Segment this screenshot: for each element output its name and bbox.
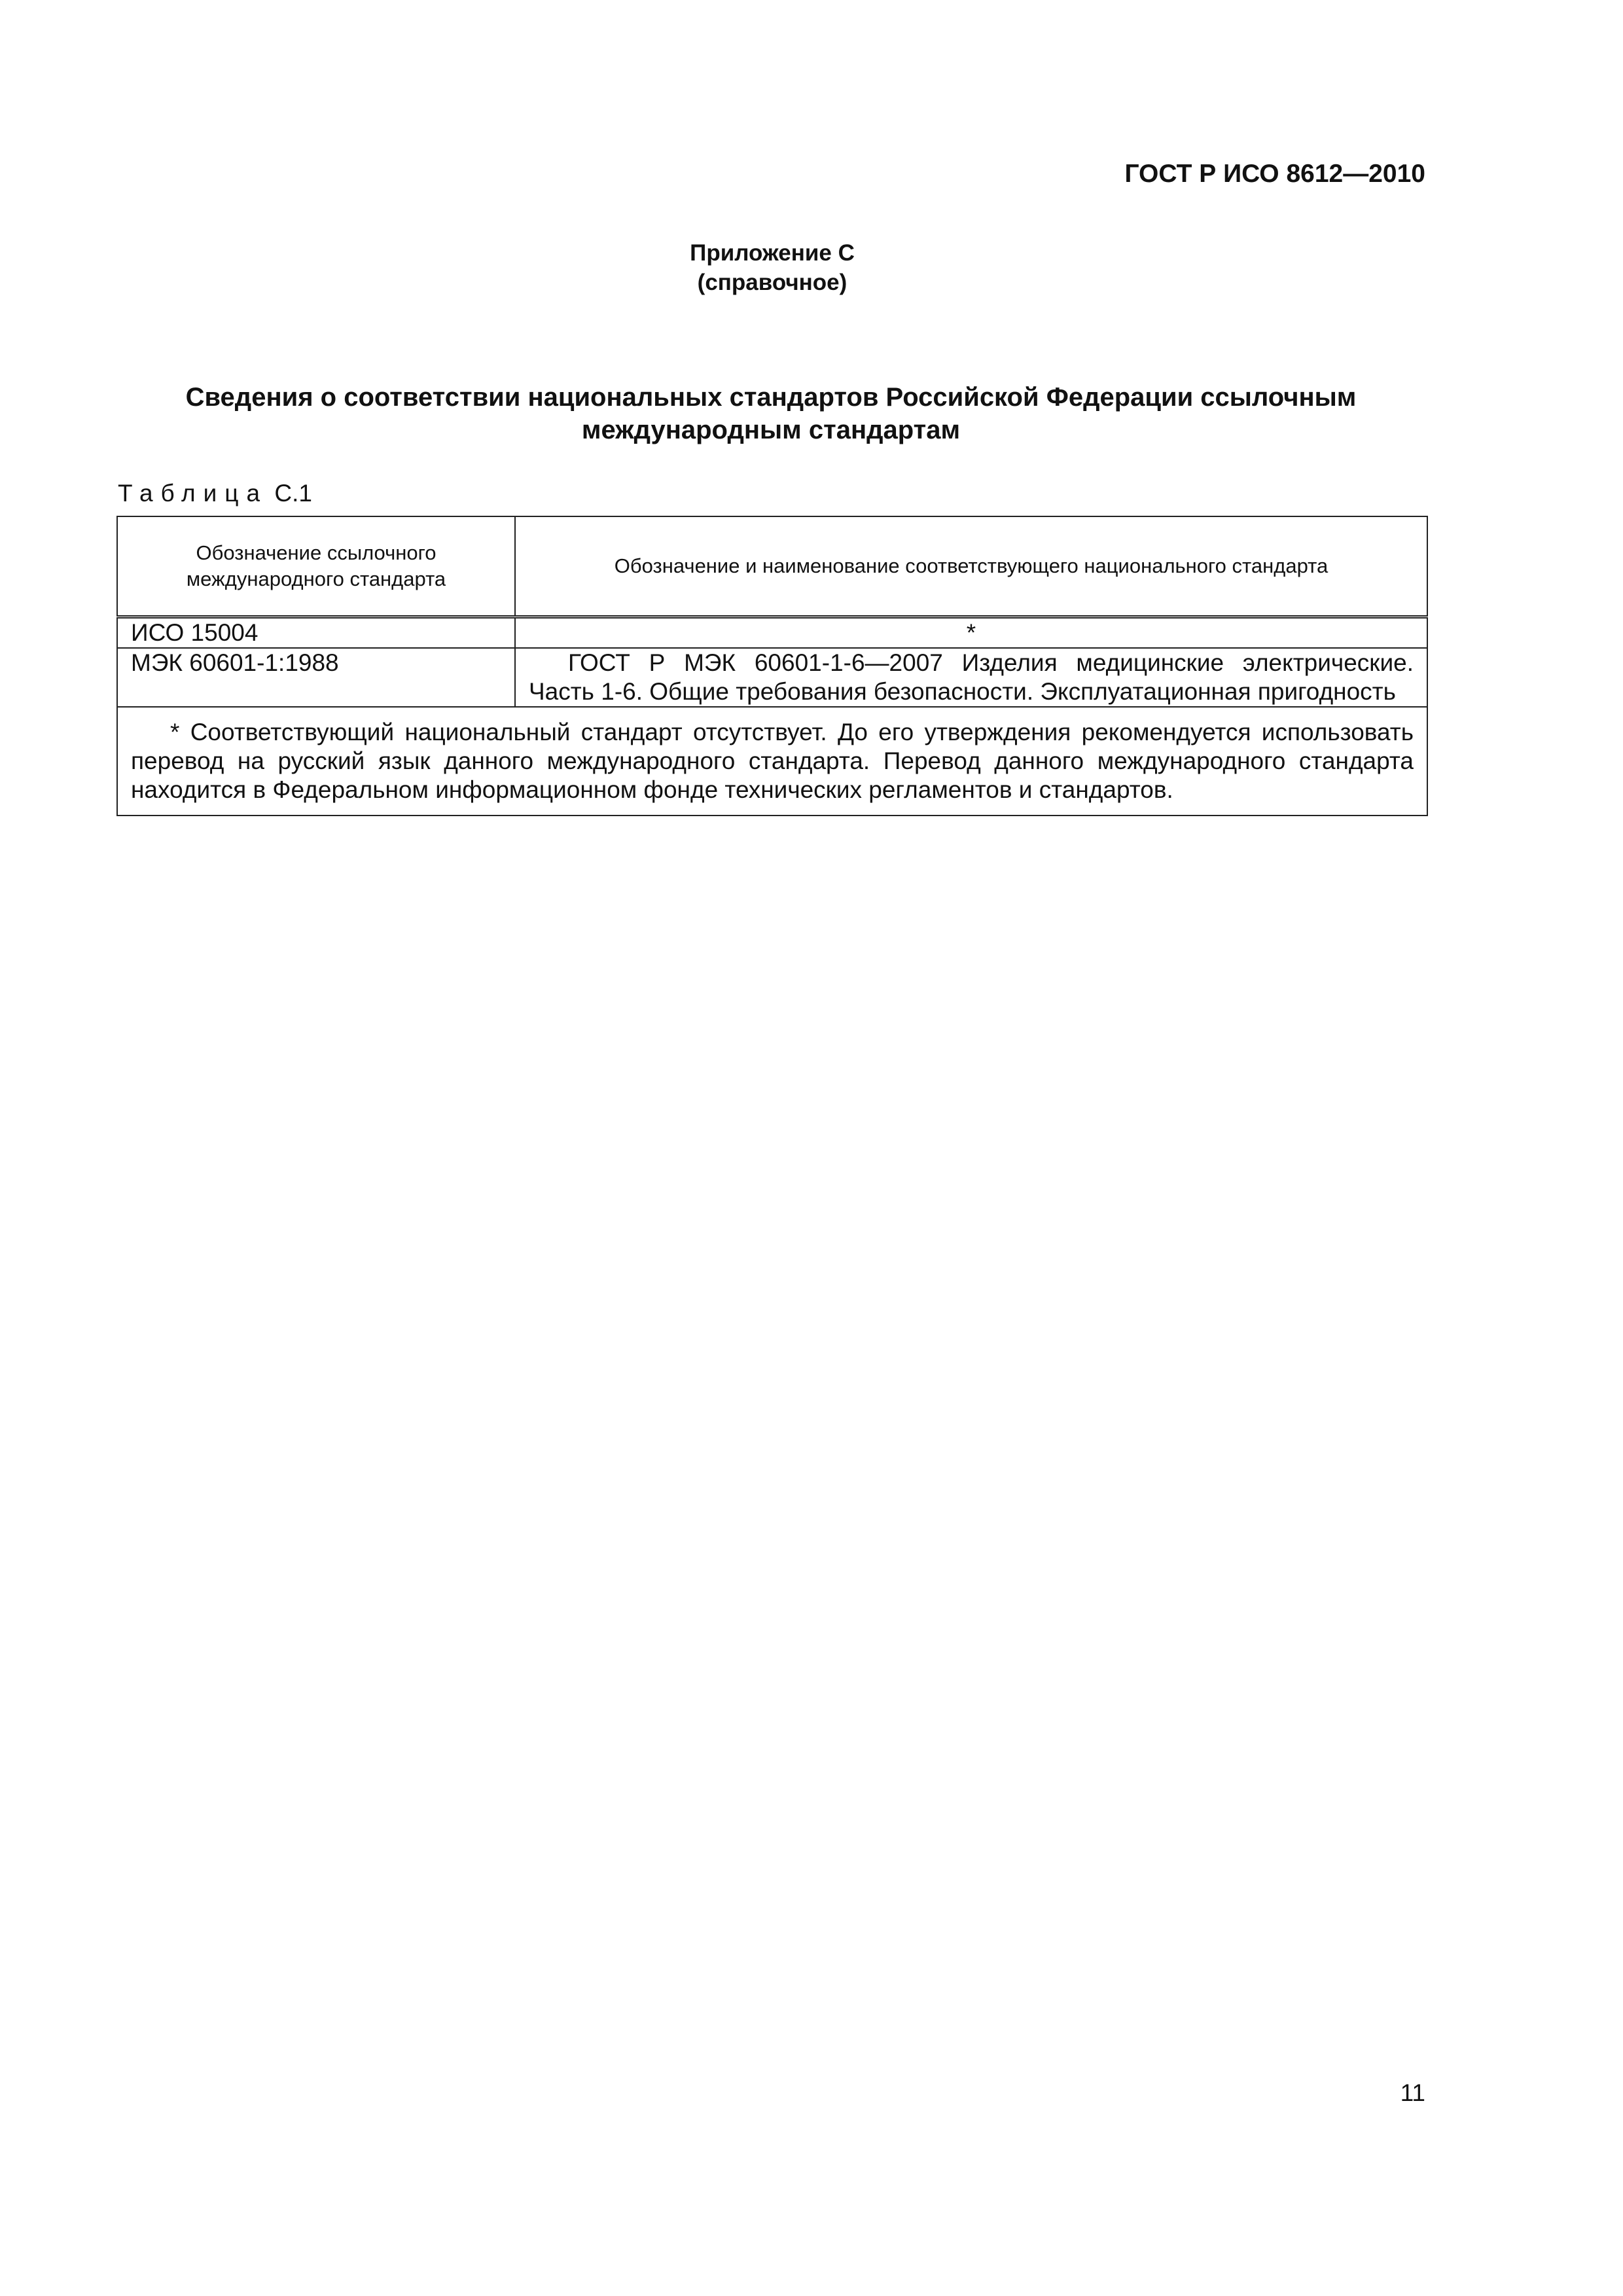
table-footnote: * Соответствующий национальный стандарт отсутствует. До его утверждения рекомендуется использовать перевод на русский язык данного международного стандарта. Перевод данного международного стандарта находится в Федеральном информационном фонде технических регламентов и стандартов.	[117, 707, 1427, 816]
annex-heading	[0, 238, 1544, 297]
table-row	[117, 617, 1427, 649]
header-international-standard: Обозначение ссылочного международного стандарта	[117, 516, 515, 617]
table-caption	[118, 478, 312, 509]
cell-national-standard: *	[515, 617, 1427, 649]
header-national-standard: Обозначение и наименование соответствующего национального стандарта	[515, 516, 1427, 617]
document-code: ГОСТ Р ИСО 8612—2010	[1124, 160, 1425, 188]
cell-international-standard: ИСО 15004	[117, 617, 515, 649]
annex-title: Приложение С	[690, 240, 855, 266]
page-number: 11	[1400, 2079, 1425, 2106]
table-row	[117, 648, 1427, 707]
cell-national-standard	[515, 648, 1427, 707]
table-caption-word: Таблица	[118, 480, 268, 507]
reference-table	[116, 516, 1428, 816]
table-footnote-row	[117, 707, 1427, 816]
national-standard-line-1: ГОСТ Р МЭК 60601-1-6—2007 Изделия медицинские электрические.	[568, 649, 1414, 676]
national-standard-line-2: Часть 1-6. Общие требования безопасности. Эксплуатационная пригодность	[529, 678, 1396, 705]
section-title: Сведения о соответствии национальных стандартов Российской Федерации ссылочным международным стандартам	[185, 383, 1357, 444]
cell-international-standard: МЭК 60601-1:1988	[117, 648, 515, 707]
table-header-row	[117, 516, 1427, 617]
table-caption-number: С.1	[274, 480, 312, 507]
annex-type: (справочное)	[697, 270, 847, 295]
